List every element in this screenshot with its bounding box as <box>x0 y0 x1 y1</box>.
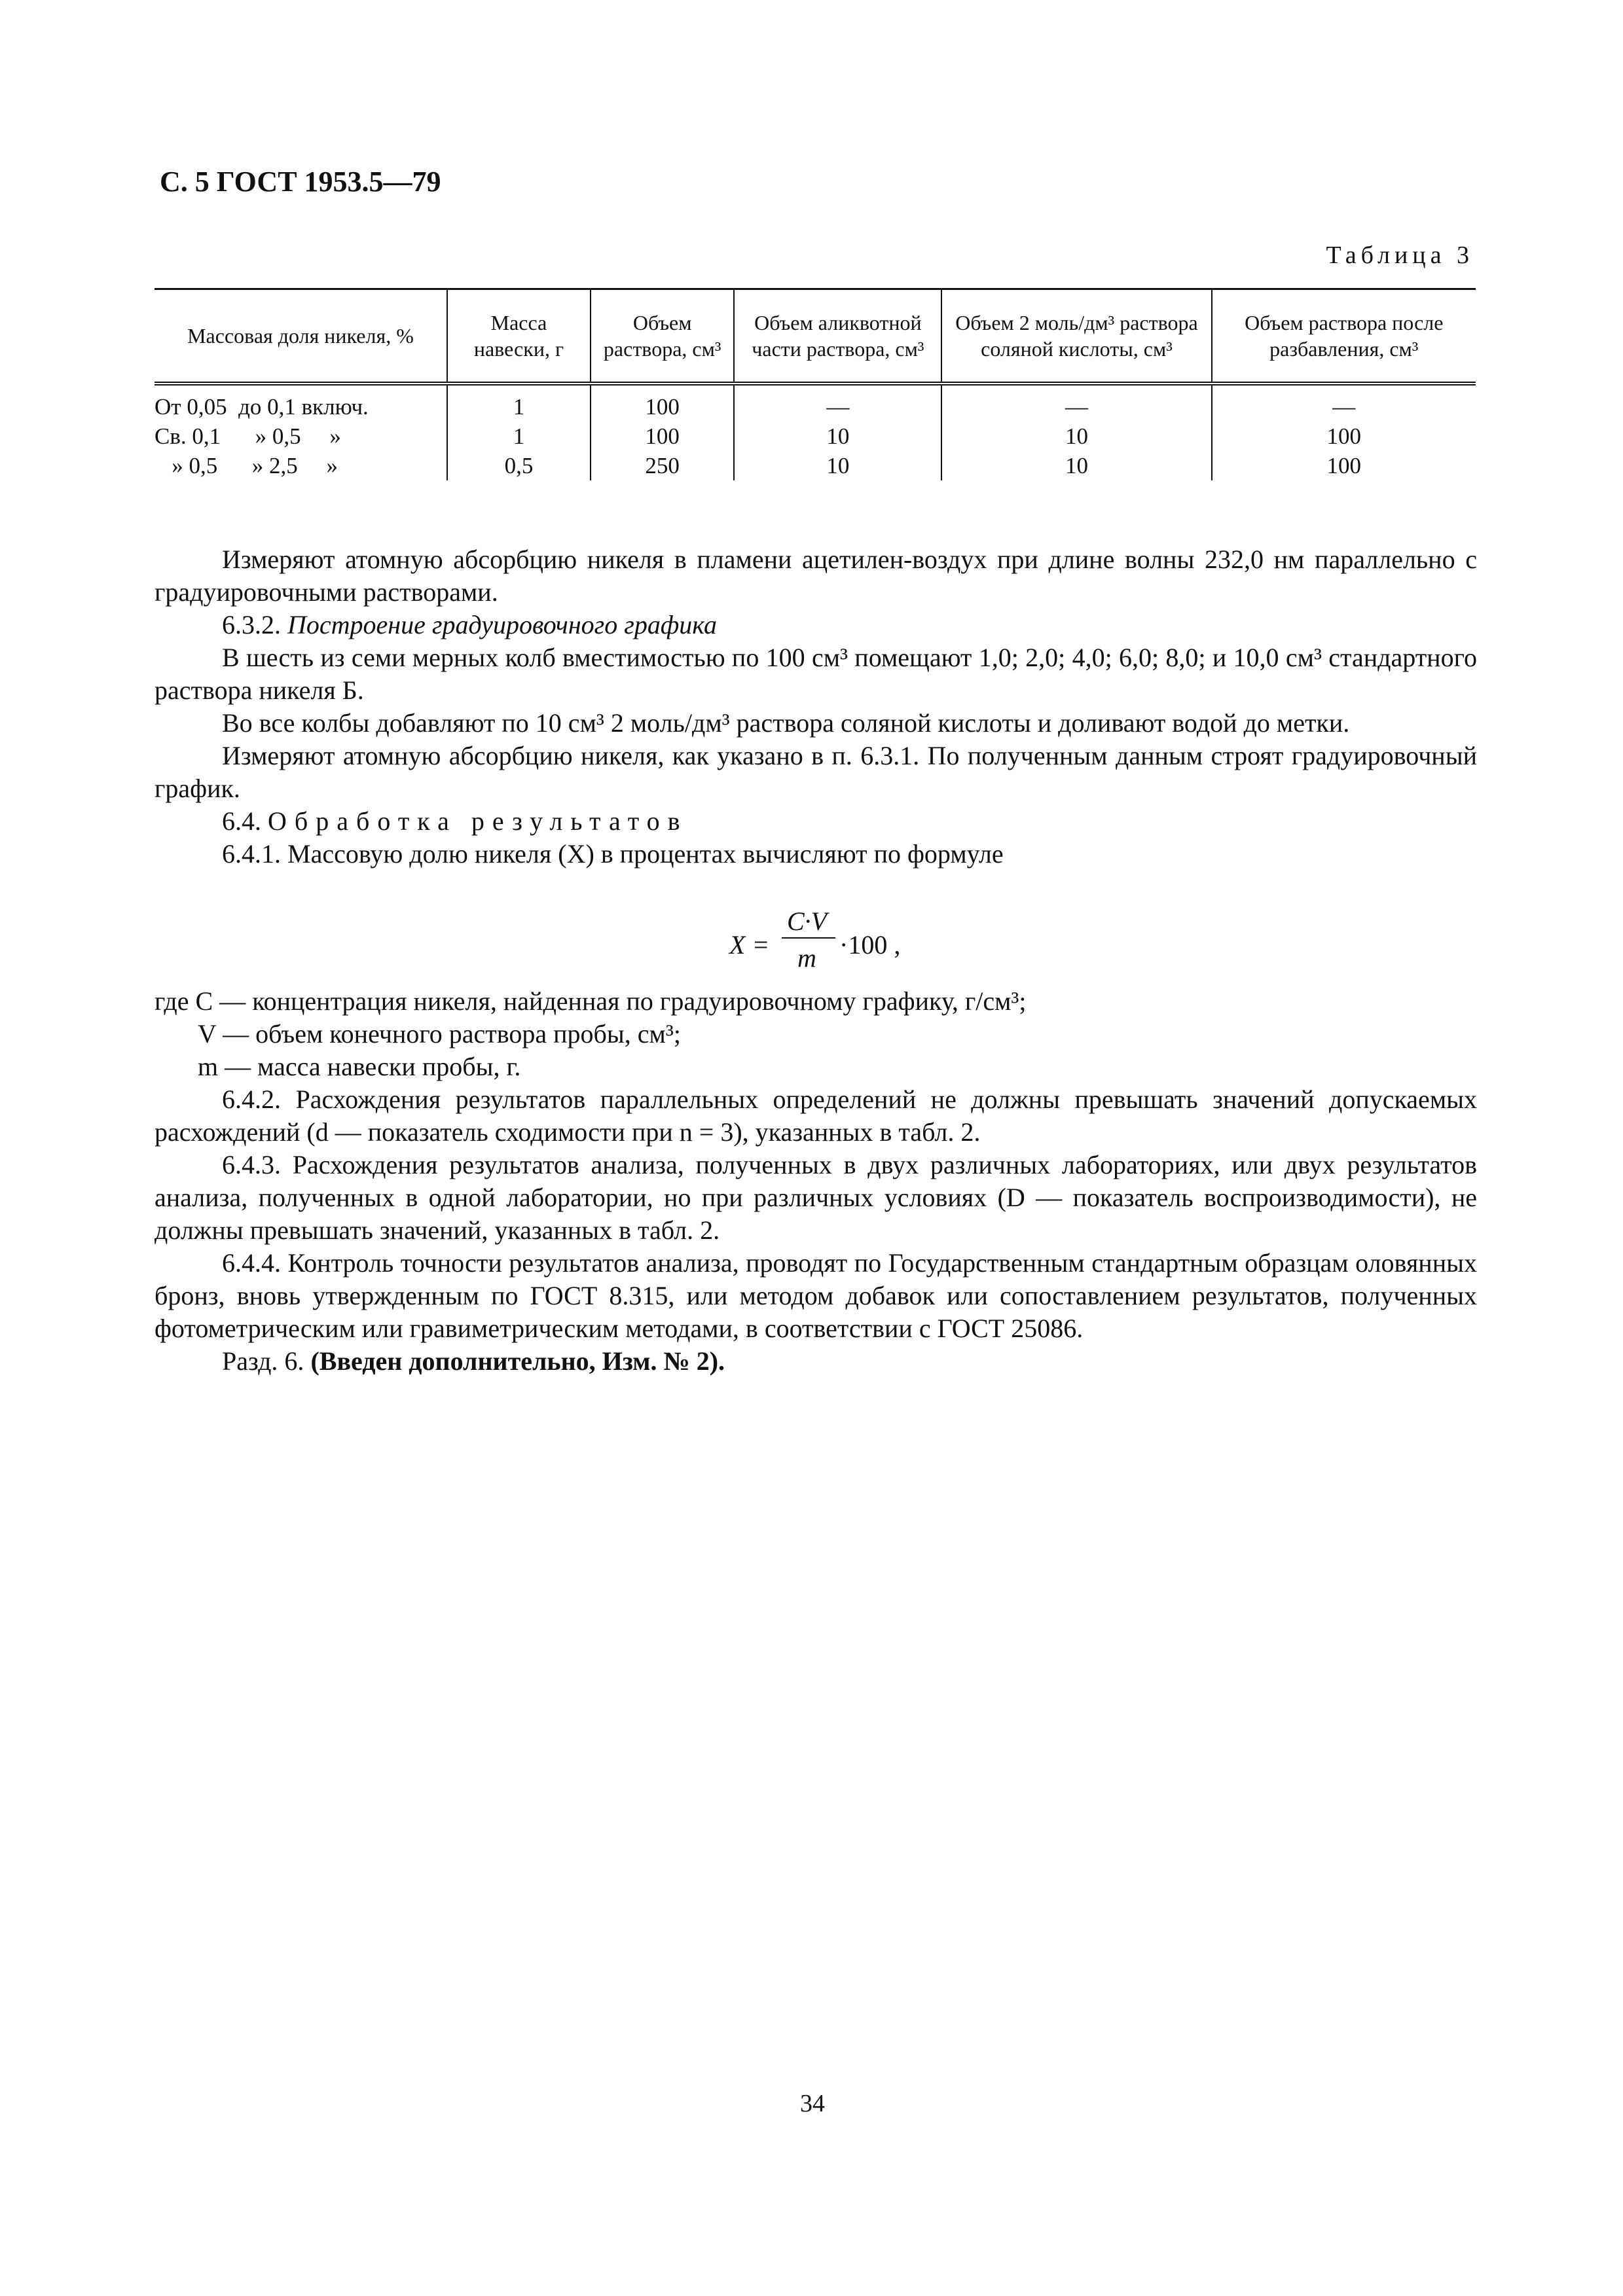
table-cell: От 0,05 до 0,1 включ. <box>155 394 369 420</box>
section-number: 6.3.2. <box>222 610 281 639</box>
paragraph: 6.4.1. Массовую долю никеля (X) в процентах вычисляют по формуле <box>222 839 1004 869</box>
paragraph: Измеряют атомную абсорбцию никеля, как указано в п. 6.3.1. По полученным данным строят градуировочный график. <box>155 741 1477 803</box>
table-cell: » 0,5 » 2,5 » <box>155 453 338 478</box>
table-3 <box>155 288 1476 480</box>
table-cell: — <box>1212 384 1476 422</box>
paragraph: 6.4.2. Расхождения результатов параллельных определений не должны превышать значений допускаемых расхождений (d — показатель сходимости при n = 3), указанных в табл. 2. <box>155 1085 1477 1147</box>
header-cell: Объем 2 моль/дм³ раствора соляной кислоты, см³ <box>941 289 1211 384</box>
fraction-bar <box>782 937 835 939</box>
section-heading <box>155 609 1477 641</box>
body-text-upper <box>155 543 1477 870</box>
header-cell: Массовая доля никеля, % <box>155 289 447 384</box>
definition: m — масса навески пробы, г. <box>198 1052 521 1081</box>
formula-numerator: C·V <box>787 906 828 936</box>
table-cell: — <box>941 384 1211 422</box>
table-cell: 10 <box>734 422 941 451</box>
table-row <box>155 422 1476 451</box>
header-cell: Объем раствора, см³ <box>591 289 734 384</box>
table-header-row <box>155 289 1476 384</box>
amendment-note <box>155 1345 1477 1378</box>
table-cell: 100 <box>1212 451 1476 480</box>
table-cell: Св. 0,1 » 0,5 » <box>155 423 341 449</box>
amendment-prefix: Разд. 6. <box>222 1346 304 1376</box>
table-row <box>155 451 1476 480</box>
table-cell: 10 <box>941 422 1211 451</box>
table-cell: 250 <box>591 451 734 480</box>
header-cell: Масса навески, г <box>447 289 591 384</box>
table-cell: 1 <box>447 422 591 451</box>
body-text-lower <box>155 985 1477 1378</box>
page-number: 34 <box>800 2090 825 2117</box>
paragraph: Во все колбы добавляют по 10 см³ 2 моль/дм³ раствора соляной кислоты и доливают водой до метки. <box>222 708 1350 738</box>
header-cell: Объем аликвотной части раствора, см³ <box>734 289 941 384</box>
section-number: 6.4. <box>222 806 261 836</box>
table-cell: 100 <box>591 422 734 451</box>
paragraph: В шесть из семи мерных колб вместимостью по 100 см³ помещают 1,0; 2,0; 4,0; 6,0; 8,0; и 10,0 см³ стандартного раствора никеля Б. <box>155 643 1477 705</box>
paragraph: Измеряют атомную абсорбцию никеля в пламени ацетилен-воздух при длине волны 232,0 нм параллельно с градуировочными растворами. <box>155 545 1477 607</box>
paragraph: 6.4.3. Расхождения результатов анализа, полученных в двух различных лабораториях, или двух результатов анализа, полученных в одной лаборатории, но при различных условиях (D — показатель воспроизводимости), не должны превышать значений, указанных в табл. 2. <box>155 1150 1477 1245</box>
definition: где C — концентрация никеля, найденная по градуировочному графику, г/см³; <box>155 986 1027 1016</box>
section-title: Построение градуировочного графика <box>287 610 717 639</box>
table-cell: 10 <box>734 451 941 480</box>
formula-rest: ·100 , <box>839 930 901 960</box>
table-cell: 1 <box>447 384 591 422</box>
table-cell: 100 <box>591 384 734 422</box>
formula-lhs: X = <box>729 930 770 960</box>
formula-denominator: m <box>797 943 816 973</box>
table-row <box>155 384 1476 422</box>
paragraph: 6.4.4. Контроль точности результатов анализа, проводят по Государственным стандартным образцам оловянных бронз, вновь утвержденным по ГОСТ 8.315, или методом добавок или сопоставлением результатов, полученных фотометрическим или гравиметрическим методами, в соответствии с ГОСТ 25086. <box>155 1248 1477 1343</box>
table-cell: 10 <box>941 451 1211 480</box>
table-caption: Таблица 3 <box>1326 242 1474 269</box>
amendment-text: (Введен дополнительно, Изм. № 2). <box>310 1346 725 1376</box>
definition: V — объем конечного раствора пробы, см³; <box>198 1019 681 1049</box>
table-cell: 100 <box>1212 422 1476 451</box>
header-cell: Объем раствора после разбавления, см³ <box>1212 289 1476 384</box>
section-title: Обработка результатов <box>268 806 688 836</box>
table-cell: — <box>734 384 941 422</box>
section-heading <box>155 805 1477 838</box>
formula <box>714 905 1106 983</box>
page-header: С. 5 ГОСТ 1953.5—79 <box>160 166 441 198</box>
table-cell: 0,5 <box>447 451 591 480</box>
